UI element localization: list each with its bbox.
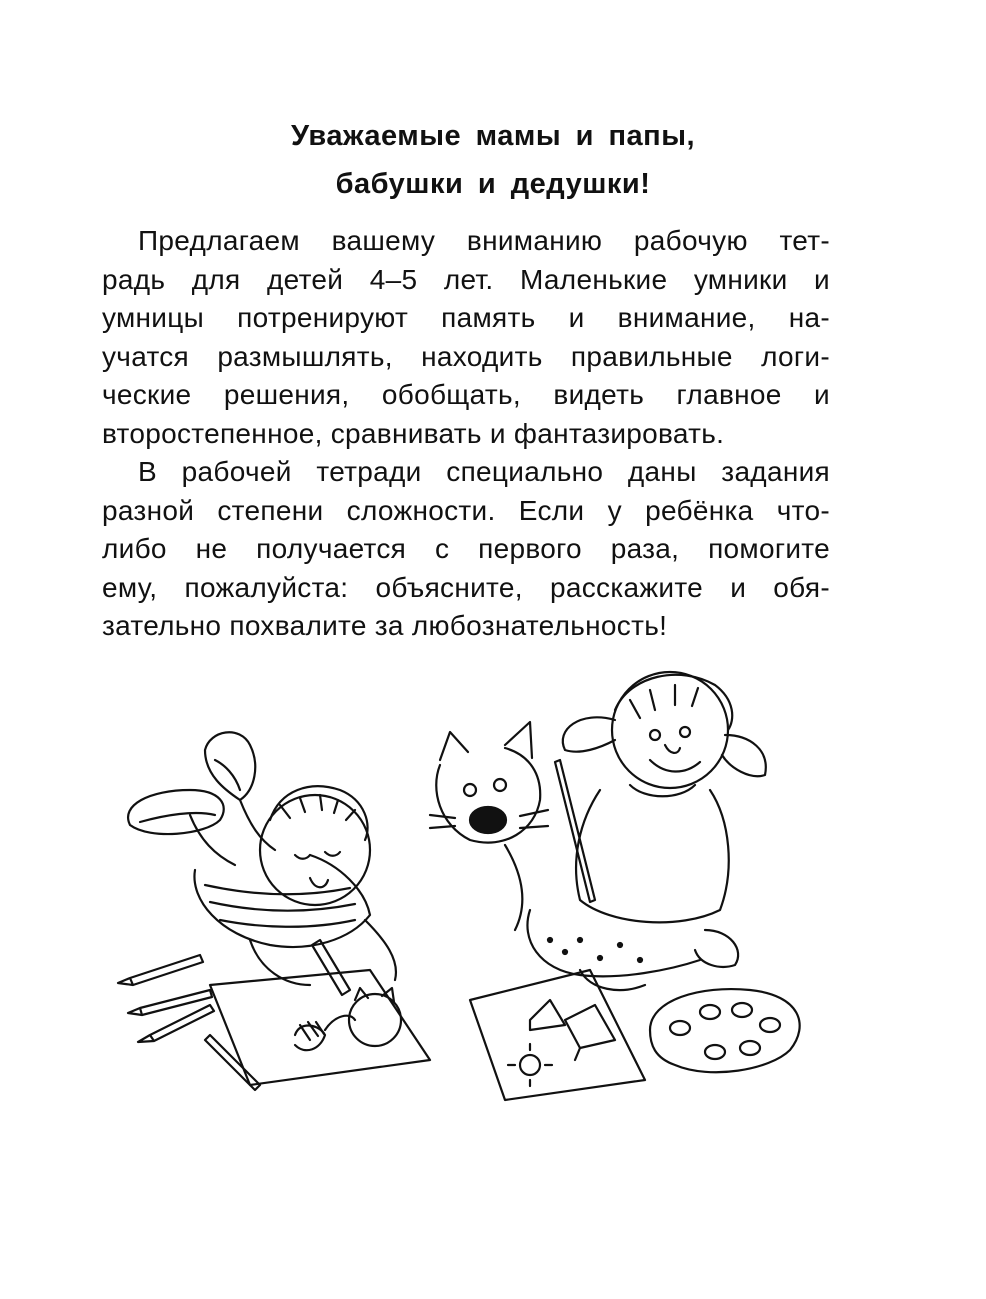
text-line: разной степени сложности. Если у ребёнка что- (102, 494, 830, 526)
text-line: учатся размышлять, находить правильные логи- (102, 340, 830, 372)
boy-figure-icon (194, 786, 396, 995)
cat-icon (430, 722, 548, 930)
text-line: зательно похвалите за любознательность! (102, 610, 668, 641)
text-line: второстепенное, сравнивать и фантазировать. (102, 417, 725, 449)
page-title (0, 112, 986, 208)
title-line-1: Уважаемые мамы и папы, (290, 120, 696, 152)
intro-text (102, 222, 830, 646)
title-line-2: бабушки и дедушки! (335, 168, 651, 200)
text-line: радь для детей 4–5 лет. Маленькие умники и (102, 263, 830, 295)
palette-icon (650, 989, 800, 1072)
paragraph-1 (102, 222, 830, 453)
children-drawing-illustration-icon (110, 640, 810, 1110)
girl-figure-icon (527, 672, 765, 990)
text-line: ему, пожалуйста: объясните, расскажите и обя- (102, 571, 830, 603)
text-line: Предлагаем вашему вниманию рабочую тет- (138, 225, 830, 256)
text-line: умницы потренируют память и внимание, на- (102, 302, 830, 333)
paragraph-2 (102, 453, 830, 646)
pencil-icon (118, 955, 260, 1090)
text-line: либо не получается с первого раза, помогите (102, 533, 830, 564)
text-line: В рабочей тетради специально даны задания (138, 456, 830, 487)
text-line: ческие решения, обобщать, видеть главное и (102, 379, 830, 410)
